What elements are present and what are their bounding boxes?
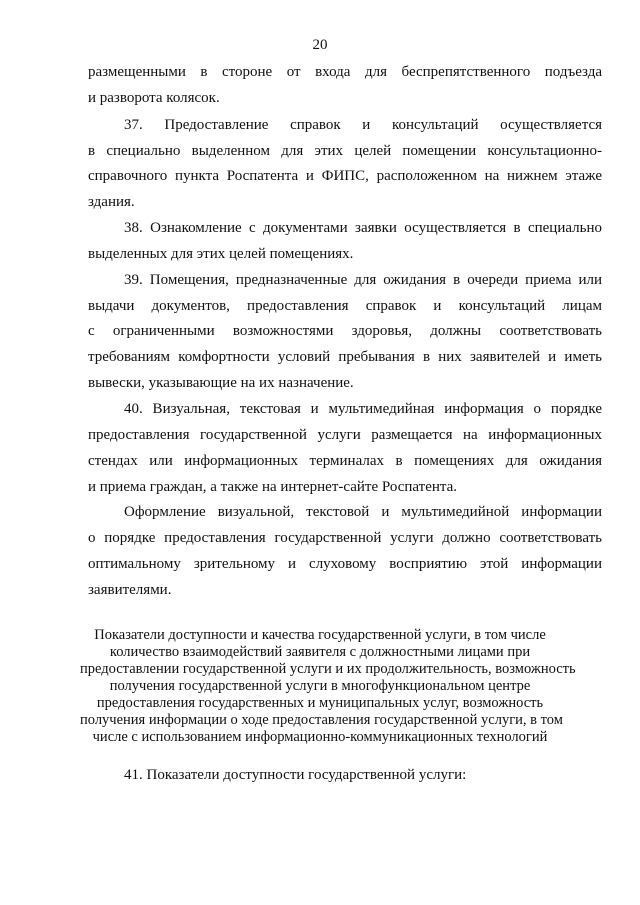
paragraph-39-line: выдачи документов, предоставления справок и консультаций лицам — [88, 298, 602, 314]
paragraph-line: и разворота колясок. — [88, 90, 220, 106]
paragraph-40-line: и приема граждан, а также на интернет-сайте Роспатента. — [88, 479, 458, 495]
paragraph-38-line: 38. Ознакомление с документами заявки осуществляется в специально — [124, 220, 602, 236]
section-heading-line: количество взаимодействий заявителя с должностными лицами при — [109, 644, 531, 660]
paragraph-39-line: с ограниченными возможностями здоровья, должны соответствовать — [88, 323, 602, 339]
section-heading-line: получения информации о ходе предоставления государственной услуги, в том — [80, 712, 563, 728]
paragraph-40b-line: оптимальному зрительному и слуховому восприятию этой информации — [88, 556, 602, 572]
paragraph-41-line: 41. Показатели доступности государственной услуги: — [124, 767, 467, 783]
paragraph-37-line: 37. Предоставление справок и консультаций осуществляется — [124, 117, 602, 133]
section-heading-line: предоставлении государственной услуги и их продолжительность, возможность — [80, 661, 576, 677]
section-heading-line: получения государственной услуги в многофункциональном центре — [109, 678, 531, 694]
paragraph-40-line: 40. Визуальная, текстовая и мультимедийная информация о порядке — [124, 401, 602, 417]
paragraph-37-line: в специально выделенном для этих целей помещении консультационно- — [88, 143, 602, 159]
paragraph-38-line: выделенных для этих целей помещениях. — [88, 246, 354, 262]
paragraph-40-line: стендах или информационных терминалах в помещениях для ожидания — [88, 453, 602, 469]
paragraph-line: размещенными в стороне от входа для беспрепятственного подъезда — [88, 64, 602, 80]
section-heading-line: предоставления государственных и муниципальных услуг, возможность — [96, 695, 544, 711]
paragraph-37-line: справочного пункта Роспатента и ФИПС, расположенном на нижнем этаже — [88, 168, 602, 184]
paragraph-39-line: 39. Помещения, предназначенные для ожидания в очереди приема или — [124, 272, 602, 288]
paragraph-40b-line: о порядке предоставления государственной услуги должно соответствовать — [88, 530, 602, 546]
section-heading-line: числе с использованием информационно-коммуникационных технологий — [92, 729, 548, 745]
page-number: 20 — [312, 37, 328, 53]
section-heading-line: Показатели доступности и качества государственной услуги, в том числе — [94, 627, 546, 643]
paragraph-40b-line: Оформление визуальной, текстовой и мультимедийной информации — [124, 504, 602, 520]
paragraph-40b-line: заявителями. — [88, 582, 172, 598]
paragraph-39-line: вывески, указывающие на их назначение. — [88, 375, 354, 391]
paragraph-40-line: предоставления государственной услуги размещается на информационных — [88, 427, 602, 443]
paragraph-39-line: требованиям комфортности условий пребывания в них заявителей и иметь — [88, 349, 602, 365]
paragraph-37-line: здания. — [88, 194, 135, 210]
